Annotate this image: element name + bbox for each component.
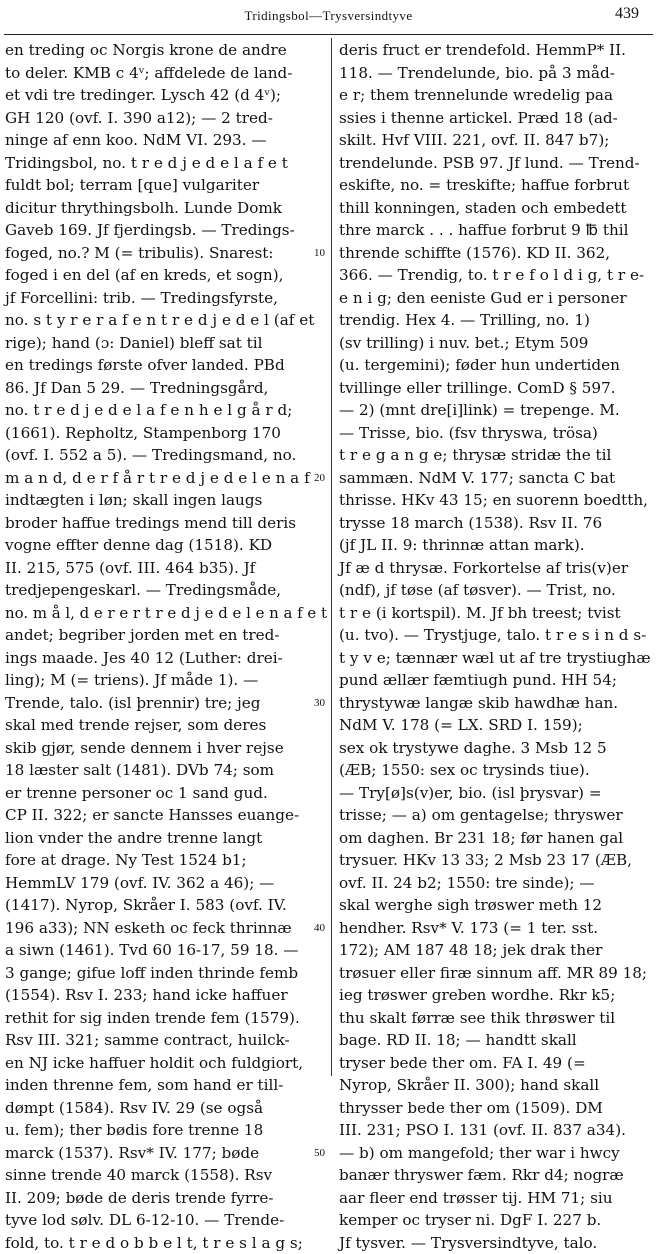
line-number [314,399,325,422]
line-number [314,1029,325,1052]
line-number [314,849,325,872]
text-line: trysuer. HKv 13 33; 2 Msb 23 17 (ÆB, [339,849,652,872]
text-line: trisse; — a) om gentagelse; thryswer [339,804,652,827]
line-number [314,129,325,152]
text-line: — Try[ø]s(v)er, bio. (isl þrysvar) = [339,782,652,805]
line-number [314,84,325,107]
line-number [314,264,325,287]
text-line: t y v e; tænnær wæl ut af tre trystiughæ [339,647,652,670]
line-number [314,354,325,377]
text-line: tredjepengeskarl. — Tredingsmåde, [5,579,327,602]
text-line: trendig. Hex 4. — Trilling, no. 1) [339,309,652,332]
text-line: ings maade. Jes 40 12 (Luther: drei- [5,647,327,670]
text-line: (jf JL II. 9: thrinnæ attan mark). [339,534,652,557]
line-number [314,962,325,985]
text-line: (u. tvo). — Trystjuge, talo. t r e s i n d s- [339,624,652,647]
line-number: 50 [314,1142,325,1165]
text-line: trysse 18 march (1538). Rsv II. 76 [339,512,652,535]
line-number [314,872,325,895]
text-line: 172); AM 187 48 18; jek drak ther [339,939,652,962]
text-line: aar fleer end trøsser tij. HM 71; siu [339,1187,652,1210]
text-line: sammæn. NdM V. 177; sancta C bat [339,467,652,490]
text-line: no. t r e d j e d e l a f e n h e l g å r d; [5,399,327,422]
text-line: HemmLV 179 (ovf. IV. 362 a 46); — [5,872,327,895]
text-line: thrystywæ langæ skib hawdhæ han. [339,692,652,715]
text-line: fuldt bol; terram [que] vulgariter [5,174,327,197]
line-number [314,1052,325,1075]
text-line: e r; them trennelunde wredelig paa [339,84,652,107]
text-line: ninge af enn koo. NdM VI. 293. — [5,129,327,152]
line-number [314,489,325,512]
text-line: 196 a33); NN esketh oc feck thrinnæ [5,917,327,940]
text-line: t r e g a n g e; thrysæ stridæ the til [339,444,652,467]
text-line: en treding oc Norgis krone de andre [5,39,327,62]
line-number [314,714,325,737]
line-number [314,444,325,467]
text-line: skal werghe sigh trøswer meth 12 [339,894,652,917]
text-line: thrisse. HKv 43 15; en suorenn boedtth, [339,489,652,512]
text-line: tvillinge eller trillinge. ComD § 597. [339,377,652,400]
text-line: GH 120 (ovf. I. 390 a12); — 2 tred- [5,107,327,130]
line-number [314,1074,325,1097]
line-number [314,174,325,197]
text-line: (1417). Nyrop, Skråer I. 583 (ovf. IV. [5,894,327,917]
text-line: (ovf. I. 552 a 5). — Tredingsmand, no. [5,444,327,467]
text-line: Nyrop, Skråer II. 300); hand skall [339,1074,652,1097]
line-number [314,1097,325,1120]
text-line: (sv trilling) i nuv. bet.; Etym 509 [339,332,652,355]
text-line: kemper oc tryser ni. DgF I. 227 b. [339,1209,652,1232]
line-number [314,62,325,85]
text-line: om daghen. Br 231 18; før hanen gal [339,827,652,850]
text-line: broder haffue tredings mend till deris [5,512,327,535]
text-line: thill konningen, staden och embedett [339,197,652,220]
line-number [314,332,325,355]
text-line: Trende, talo. (isl þrennir) tre; jeg [5,692,327,715]
line-number [314,107,325,130]
text-line: (1661). Repholtz, Stampenborg 170 [5,422,327,445]
line-number [314,422,325,445]
line-number [314,197,325,220]
line-number [314,602,325,625]
text-line: sex ok trystywe daghe. 3 Msb 12 5 [339,737,652,760]
text-line: dicitur thrythingsbolh. Lunde Domk [5,197,327,220]
text-line: andet; begriber jorden met en tred- [5,624,327,647]
text-line: hendher. Rsv* V. 173 (= 1 ter. sst. [339,917,652,940]
text-line: II. 209; bøde de deris trende fyrre- [5,1187,327,1210]
text-line: en tredings første ofver landed. PBd [5,354,327,377]
text-line: et vdi tre tredinger. Lysch 42 (d 4ᵛ); [5,84,327,107]
text-line: dømpt (1584). Rsv IV. 29 (se også [5,1097,327,1120]
text-line: m a n d, d e r f å r t r e d j e d e l e n a f [5,467,327,490]
line-number: 40 [314,917,325,940]
column-divider [331,38,332,1076]
text-line: thrysser bede ther om (1509). DM [339,1097,652,1120]
line-number [314,1187,325,1210]
line-number: 10 [314,242,325,265]
line-number [314,984,325,1007]
line-number [314,827,325,850]
line-number [314,759,325,782]
text-line: 118. — Trendelunde, bio. på 3 måd- [339,62,652,85]
text-line: CP II. 322; er sancte Hansses euange- [5,804,327,827]
text-line: Tridingsbol, no. t r e d j e d e l a f e t [5,152,327,175]
text-line: II. 215, 575 (ovf. III. 464 b35). Jf [5,557,327,580]
text-line: thre marck . . . haffue forbrut 9 ℔ thil [339,219,652,242]
line-number [314,152,325,175]
running-head: Tridingsbol—Trysversindtyve [0,8,657,24]
line-number [314,219,325,242]
text-line: 3 gange; gifue loff inden thrinde femb [5,962,327,985]
text-line: fold, to. t r e d o b b e l t, t r e s l a g s; [5,1232,327,1254]
text-line: eskifte, no. = treskifte; haffue forbrut [339,174,652,197]
page-number: 439 [615,5,639,23]
text-line: trøsuer eller firæ sinnum aff. MR 89 18; [339,962,652,985]
text-line: (u. tergemini); føder hun undertiden [339,354,652,377]
line-number [314,579,325,602]
text-line: 86. Jf Dan 5 29. — Tredningsgård, [5,377,327,400]
text-line: banær thryswer fæm. Rkr d4; nogræ [339,1164,652,1187]
text-line: no. m å l, d e r e r t r e d j e d e l e n a f e t [5,602,327,625]
line-number: 30 [314,692,325,715]
line-number [314,737,325,760]
line-number [314,534,325,557]
line-number [314,939,325,962]
text-line: pund ællær fæmtiugh pund. HH 54; [339,669,652,692]
text-line: skal med trende rejser, som deres [5,714,327,737]
text-line: ovf. II. 24 b2; 1550: tre sinde); — [339,872,652,895]
line-number [314,669,325,692]
text-line: inden threnne fem, som hand er till- [5,1074,327,1097]
text-line: fore at drage. Ny Test 1524 b1; [5,849,327,872]
text-line: — Trisse, bio. (fsv thryswa, trösa) [339,422,652,445]
text-line: vogne effter denne dag (1518). KD [5,534,327,557]
text-line: indtægten i løn; skall ingen laugs [5,489,327,512]
text-line: tryser bede ther om. FA I. 49 (= [339,1052,652,1075]
line-number [314,894,325,917]
left-column [5,39,327,1254]
line-number [314,647,325,670]
line-number [314,1209,325,1232]
text-line: rethit for sig inden trende fem (1579). [5,1007,327,1030]
text-line: tyve lod sølv. DL 6-12-10. — Trende- [5,1209,327,1232]
right-column [339,39,652,1254]
text-line: sinne trende 40 marck (1558). Rsv [5,1164,327,1187]
line-number [314,782,325,805]
line-number [314,557,325,580]
text-line: foged i en del (af en kreds, et sogn), [5,264,327,287]
header-rule [4,34,653,35]
text-line: foged, no.? M (= tribulis). Snarest: [5,242,327,265]
line-number [314,624,325,647]
text-line: thu skalt førræ see thik thrøswer til [339,1007,652,1030]
line-number [314,39,325,62]
text-line: — 2) (mnt dre[i]link) = trepenge. M. [339,399,652,422]
line-number [314,377,325,400]
line-number [314,1164,325,1187]
text-line: u. fem); ther bødis fore trenne 18 [5,1119,327,1142]
text-line: t r e (i kortspil). M. Jf bh treest; tvist [339,602,652,625]
text-line: bage. RD II. 18; — handtt skall [339,1029,652,1052]
text-line: ssies i thenne artickel. Præd 18 (ad- [339,107,652,130]
text-line: jf Forcellini: trib. — Tredingsfyrste, [5,287,327,310]
text-line: skib gjør, sende dennem i hver rejse [5,737,327,760]
text-line: e n i g; den eeniste Gud er i personer [339,287,652,310]
text-line: (ndf), jf tøse (af tøsver). — Trist, no. [339,579,652,602]
text-line: Rsv III. 321; samme contract, huilck- [5,1029,327,1052]
text-line: marck (1537). Rsv* IV. 177; bøde [5,1142,327,1165]
line-number [314,1119,325,1142]
text-line: er trenne personer oc 1 sand gud. [5,782,327,805]
text-line: thrende schiffte (1576). KD II. 362, [339,242,652,265]
text-line: lion vnder the andre trenne langt [5,827,327,850]
text-line: Jf tysver. — Trysversindtyve, talo. [339,1232,652,1254]
text-line: no. s t y r e r a f e n t r e d j e d e l (af et [5,309,327,332]
text-line: deris fruct er trendefold. HemmP* II. [339,39,652,62]
text-line: Jf æ d thrysæ. Forkortelse af tris(v)er [339,557,652,580]
text-line: ling); M (= triens). Jf måde 1). — [5,669,327,692]
text-line: 366. — Trendig, to. t r e f o l d i g, t r e- [339,264,652,287]
line-number [314,512,325,535]
line-number [314,287,325,310]
text-line: trendelunde. PSB 97. Jf lund. — Trend- [339,152,652,175]
line-number-gutter [314,39,325,1232]
text-line: a siwn (1461). Tvd 60 16-17, 59 18. — [5,939,327,962]
line-number [314,309,325,332]
text-line: III. 231; PSO I. 131 (ovf. II. 837 a34). [339,1119,652,1142]
text-line: skilt. Hvf VIII. 221, ovf. II. 847 b7); [339,129,652,152]
text-line: NdM V. 178 (= LX. SRD I. 159); [339,714,652,737]
text-line: rige); hand (ɔ: Daniel) bleff sat til [5,332,327,355]
text-line: (ÆB; 1550: sex oc trysinds tiue). [339,759,652,782]
text-line: en NJ icke haffuer holdit och fuldgiort, [5,1052,327,1075]
line-number: 20 [314,467,325,490]
text-line: — b) om mangefold; ther war i hwcy [339,1142,652,1165]
line-number [314,804,325,827]
text-line: to deler. KMB c 4ᵛ; affdelede de land- [5,62,327,85]
line-number [314,1007,325,1030]
text-line: Gaveb 169. Jf fjerdingsb. — Tredings- [5,219,327,242]
text-line: (1554). Rsv I. 233; hand icke haffuer [5,984,327,1007]
text-line: ieg trøswer greben wordhe. Rkr k5; [339,984,652,1007]
text-line: 18 læster salt (1481). DVb 74; som [5,759,327,782]
